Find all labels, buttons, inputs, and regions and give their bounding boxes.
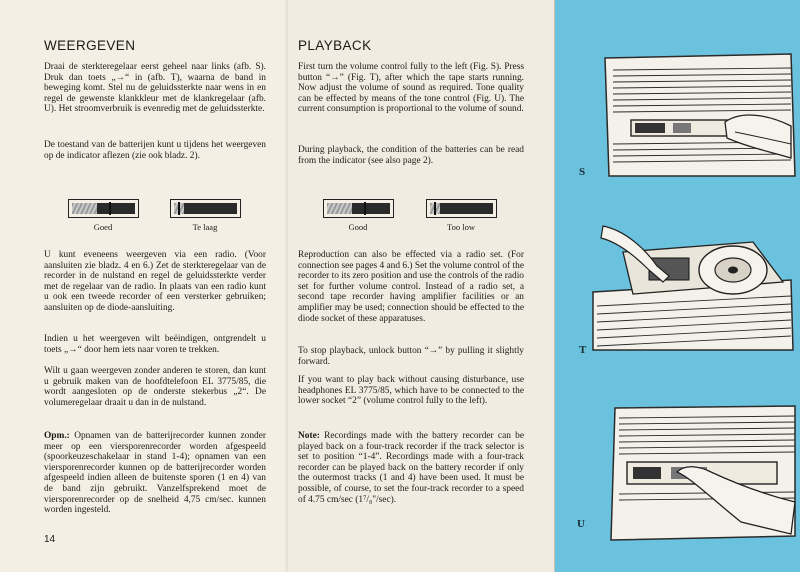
battery-meter-good-en	[323, 199, 394, 218]
english-paragraph-5: If you want to play back without causing disturbance, use headphones EL 3775/85, which have to be connected to the lower socket “2” (volume control fully to the left).	[298, 375, 524, 407]
battery-meter-good	[68, 199, 139, 218]
dutch-heading: WEERGEVEN	[44, 38, 136, 53]
meter-label-good: Goed	[93, 222, 113, 232]
dutch-note-label: Opm.:	[44, 431, 70, 441]
dutch-note-text: Opnamen van de batterijrecorder kunnen zonder meer op een viersporenrecorder worden afgespeeld (spoorkeuzeschakelaar in stand 1-4); opnamen van een viersporenrecorder kunnen op de batterijrecorder worden afgespeeld indien alleen de buitenste sporen (1 en 4) van de band zijn gebruikt. Vanzelfsprekend moet de viersporenrecorder op de snelheid 4,75 cm/sec. kunnen worden ingesteld.	[44, 431, 266, 516]
english-paragraph-2: During playback, the condition of the batteries can be read from the indicator (see also page 2).	[298, 145, 524, 166]
figure-panel	[554, 0, 800, 572]
english-note-text: Recordings made with the battery recorder can be played back on a four-track recorder if the track selector is set to position “1-4”. Recordings made with a four-track recorder can be played back on the battery recorder if only the outermost tracks (1 and 4) have been used. It must be possible, of course, to set the four-track recorder to a speed of 4.75 cm/sec (1⁷/₈"/sec).	[298, 431, 524, 505]
dutch-paragraph-4: Indien u het weergeven wilt beëindigen, ontgrendelt u toets „→“ door hem iets naar voren te trekken.	[44, 334, 266, 355]
dutch-paragraph-5: Wilt u gaan weergeven zonder anderen te storen, dan kunt u gebruik maken van de hoofdtelefoon EL 3775/85, die wordt aangesloten op de onderste stekerbus „2“. De volumeregelaar draait u dan in de nulstand.	[44, 366, 266, 408]
figure-label-t: T	[579, 344, 587, 356]
english-heading: PLAYBACK	[298, 38, 372, 53]
dutch-note	[44, 431, 266, 516]
meter-label-good-en: Good	[348, 222, 368, 232]
meter-label-low: Te laag	[192, 222, 218, 232]
right-page-english	[288, 0, 554, 572]
figure-t-illustration	[583, 222, 800, 352]
english-note-label: Note:	[298, 431, 320, 441]
battery-meter-low	[170, 199, 241, 218]
figure-label-s: S	[579, 166, 586, 178]
dutch-paragraph-3: U kunt eveneens weergeven via een radio. (Voor aansluiten zie bladz. 4 en 6.) Zet de sterkteregelaar van de recorder in de nulstand en regel de geluidssterkte verder met de regelaar van de radio. In plaats van een radio kunt u ook een tweede recorder of een versterker gebruiken; aansluiten op de diode-aansluiting.	[44, 250, 266, 313]
figure-s-illustration	[595, 48, 800, 178]
left-page-dutch	[0, 0, 288, 572]
english-note	[298, 431, 524, 505]
figure-u-illustration	[591, 402, 800, 542]
english-paragraph-4: To stop playback, unlock button “→” by pulling it slightly forward.	[298, 346, 524, 367]
dutch-paragraph-1: Draai de sterkteregelaar eerst geheel naar links (afb. S). Druk dan toets „→“ in (afb. T), waarna de band in beweging komt. Stel nu de geluidssterkte naar wens in en regel de gewenste klankkleur met de klankregelaar (afb. U). Het stroomverbruik is evenredig met de geluidssterkte.	[44, 62, 266, 115]
figure-label-u: U	[577, 518, 585, 530]
meter-label-low-en: Too low	[447, 222, 475, 232]
dutch-paragraph-2: De toestand van de batterijen kunt u tijdens het weergeven op de indicator aflezen (zie ook bladz. 2).	[44, 140, 266, 161]
battery-meter-low-en	[426, 199, 497, 218]
page-number: 14	[44, 534, 56, 545]
english-paragraph-1: First turn the volume control fully to the left (Fig. S). Press button “→” (Fig. T), after which the tape starts running. Now adjust the volume of sound as required. Tone quality can be effected by means of the tone control (Fig. U). The current consumption is proportional to the volume of sound.	[298, 62, 524, 115]
english-paragraph-3: Reproduction can also be effected via a radio set. (For connection see pages 4 and 6.) Set the volume control of the recorder to its zero position and use the controls of the radio set for further volume control. Instead of a radio set, a second tape recorder having amplifier facilities or an amplifier may be used; connection should be effected to the diode socket of these apparatuses.	[298, 250, 524, 324]
